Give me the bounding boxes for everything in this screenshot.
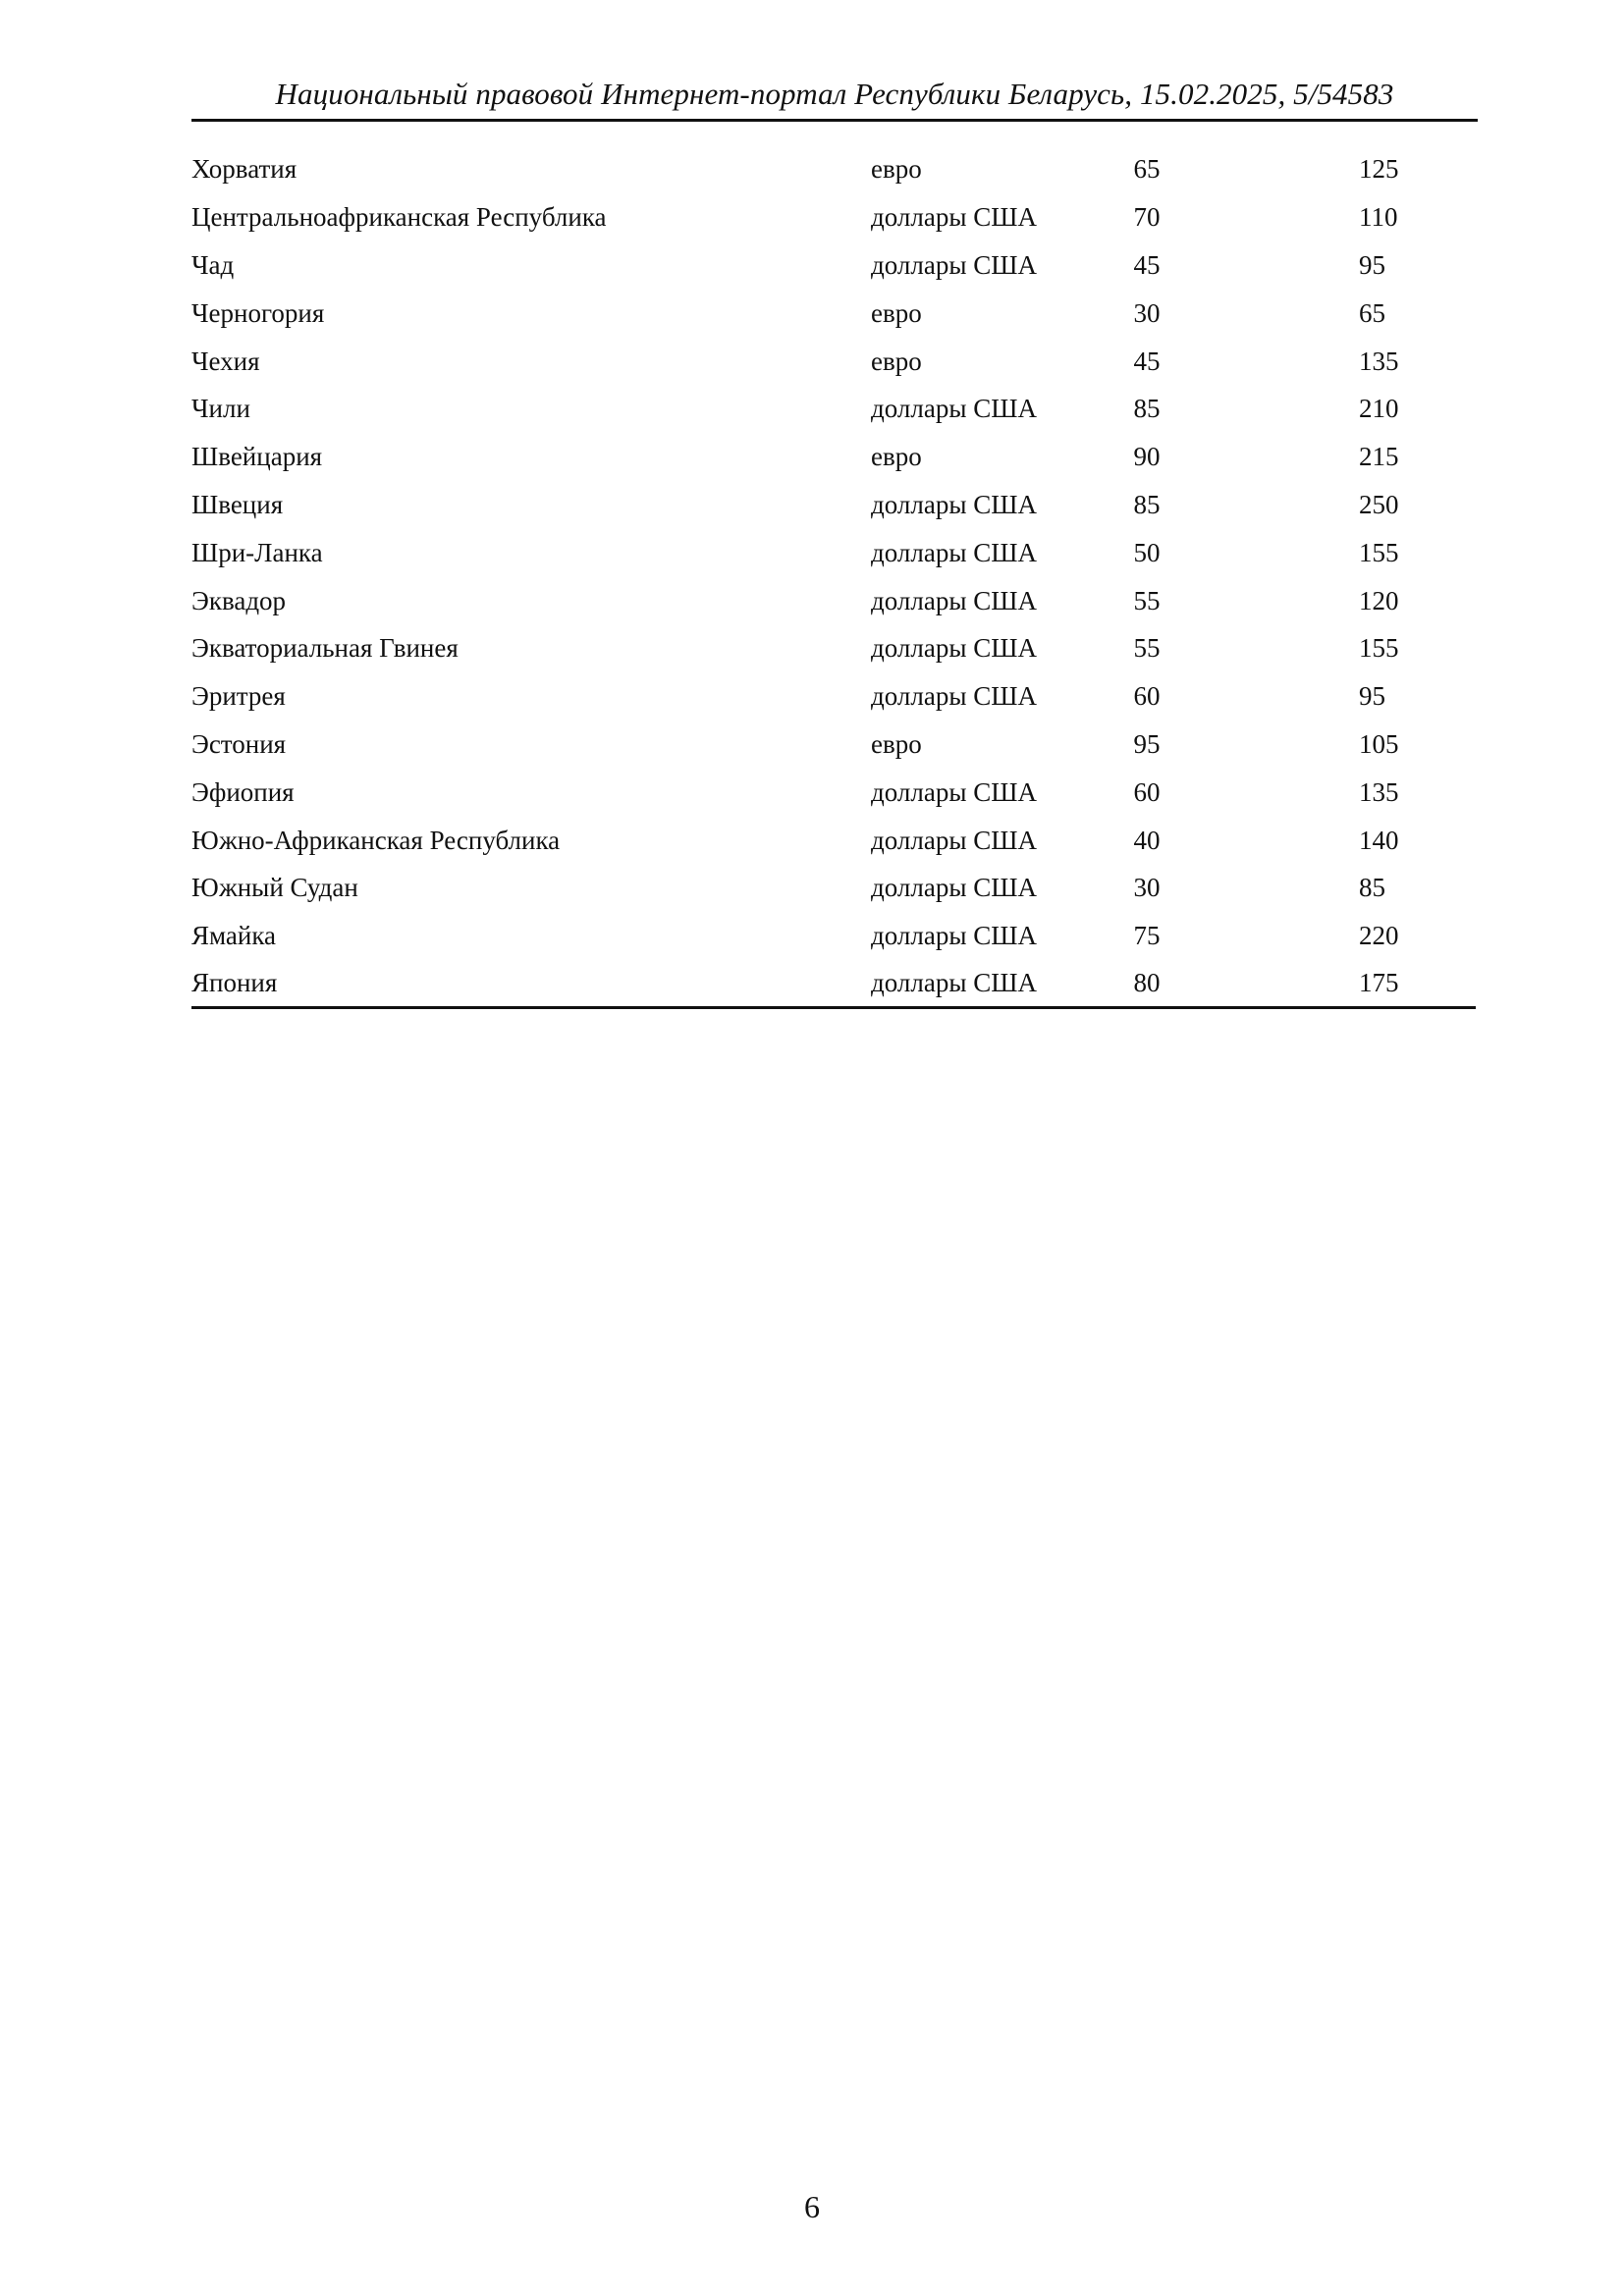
value1-cell: 85 [1133, 489, 1161, 519]
value2-cell: 125 [1359, 154, 1399, 185]
country-cell: Эстония [191, 728, 287, 759]
country-cell: Чад [191, 249, 235, 280]
value1-cell: 55 [1133, 585, 1161, 615]
value2-cell: 250 [1359, 489, 1399, 519]
value2-cell: 210 [1359, 394, 1399, 424]
value1-cell: 50 [1133, 537, 1161, 567]
currency-cell: доллары США [871, 489, 1037, 519]
currency-cell: доллары США [871, 202, 1037, 233]
value1-cell: 60 [1133, 681, 1161, 712]
country-cell: Центральноафриканская Республика [191, 202, 607, 233]
currency-cell: доллары США [871, 394, 1037, 424]
country-cell: Япония [191, 960, 871, 1008]
currency-cell: доллары США [871, 825, 1037, 855]
value1-cell: 70 [1133, 202, 1161, 233]
page-number: 6 [804, 2189, 820, 2224]
value1-cell: 55 [1133, 633, 1161, 664]
country-rates-table [191, 145, 1476, 1009]
value2-cell: 175 [1201, 960, 1476, 1008]
value2-cell: 95 [1359, 681, 1385, 712]
value2-cell: 120 [1359, 585, 1399, 615]
value1-cell: 60 [1133, 776, 1161, 807]
country-cell: Хорватия [191, 154, 298, 185]
country-cell: Черногория [191, 297, 325, 328]
currency-cell: доллары США [871, 537, 1037, 567]
country-cell: Южный Судан [191, 873, 358, 903]
value2-cell: 215 [1359, 442, 1399, 472]
value1-cell: 45 [1133, 346, 1161, 376]
country-rates-table-wrapper [191, 145, 1476, 1009]
value2-cell: 155 [1359, 537, 1399, 567]
value1-cell: 85 [1133, 394, 1161, 424]
table-row [191, 672, 1476, 721]
currency-cell: доллары США [871, 921, 1037, 951]
value1-cell: 30 [1133, 297, 1161, 328]
currency-cell: евро [871, 297, 922, 328]
value2-cell: 85 [1359, 873, 1385, 903]
country-cell: Швейцария [191, 442, 323, 472]
table-row [191, 385, 1476, 433]
value1-cell: 45 [1133, 249, 1161, 280]
table-row [191, 433, 1476, 481]
value2-cell: 140 [1359, 825, 1399, 855]
country-cell: Экваториальная Гвинея [191, 633, 459, 664]
value2-cell: 65 [1359, 297, 1385, 328]
country-cell: Южно-Африканская Республика [191, 825, 561, 855]
table-row [191, 912, 1476, 960]
value1-cell: 80 [1093, 960, 1201, 1008]
table-row [191, 816, 1476, 864]
table-row [191, 481, 1476, 529]
table-row [191, 721, 1476, 769]
value2-cell: 135 [1359, 776, 1399, 807]
country-cell: Швеция [191, 489, 284, 519]
currency-cell: доллары США [871, 873, 1037, 903]
table-row [191, 528, 1476, 576]
currency-cell: доллары США [871, 960, 1093, 1008]
value1-cell: 75 [1133, 921, 1161, 951]
table-row [191, 241, 1476, 290]
currency-cell: доллары США [871, 249, 1037, 280]
value2-cell: 155 [1359, 633, 1399, 664]
value2-cell: 220 [1359, 921, 1399, 951]
currency-cell: евро [871, 346, 922, 376]
value1-cell: 30 [1133, 873, 1161, 903]
currency-cell: доллары США [871, 681, 1037, 712]
country-cell: Чили [191, 394, 250, 424]
currency-cell: доллары США [871, 585, 1037, 615]
table-row [191, 576, 1476, 624]
table-row [191, 193, 1476, 241]
currency-cell: евро [871, 442, 922, 472]
table-row [191, 289, 1476, 337]
value2-cell: 110 [1359, 202, 1398, 233]
currency-cell: евро [871, 728, 922, 759]
value1-cell: 40 [1133, 825, 1161, 855]
country-cell: Эфиопия [191, 776, 295, 807]
value2-cell: 105 [1359, 728, 1399, 759]
table-row [191, 145, 1476, 193]
page-header [191, 75, 1478, 122]
currency-cell: доллары США [871, 776, 1037, 807]
currency-cell: доллары США [871, 633, 1037, 664]
country-cell: Чехия [191, 346, 260, 376]
country-cell: Шри-Ланка [191, 537, 323, 567]
value1-cell: 65 [1133, 154, 1161, 185]
country-cell: Эритрея [191, 681, 286, 712]
currency-cell: евро [871, 154, 922, 185]
table-row [191, 337, 1476, 385]
table-row [191, 864, 1476, 912]
value1-cell: 90 [1133, 442, 1161, 472]
header-text: Национальный правовой Интернет-портал Республики Беларусь, 15.02.2025, 5/54583 [275, 77, 1394, 111]
country-cell: Ямайка [191, 921, 277, 951]
table-row [191, 624, 1476, 672]
value1-cell: 95 [1133, 728, 1161, 759]
country-cell: Эквадор [191, 585, 287, 615]
table-row [191, 768, 1476, 816]
value2-cell: 95 [1359, 249, 1385, 280]
value2-cell: 135 [1359, 346, 1399, 376]
table-row [191, 960, 1476, 1008]
